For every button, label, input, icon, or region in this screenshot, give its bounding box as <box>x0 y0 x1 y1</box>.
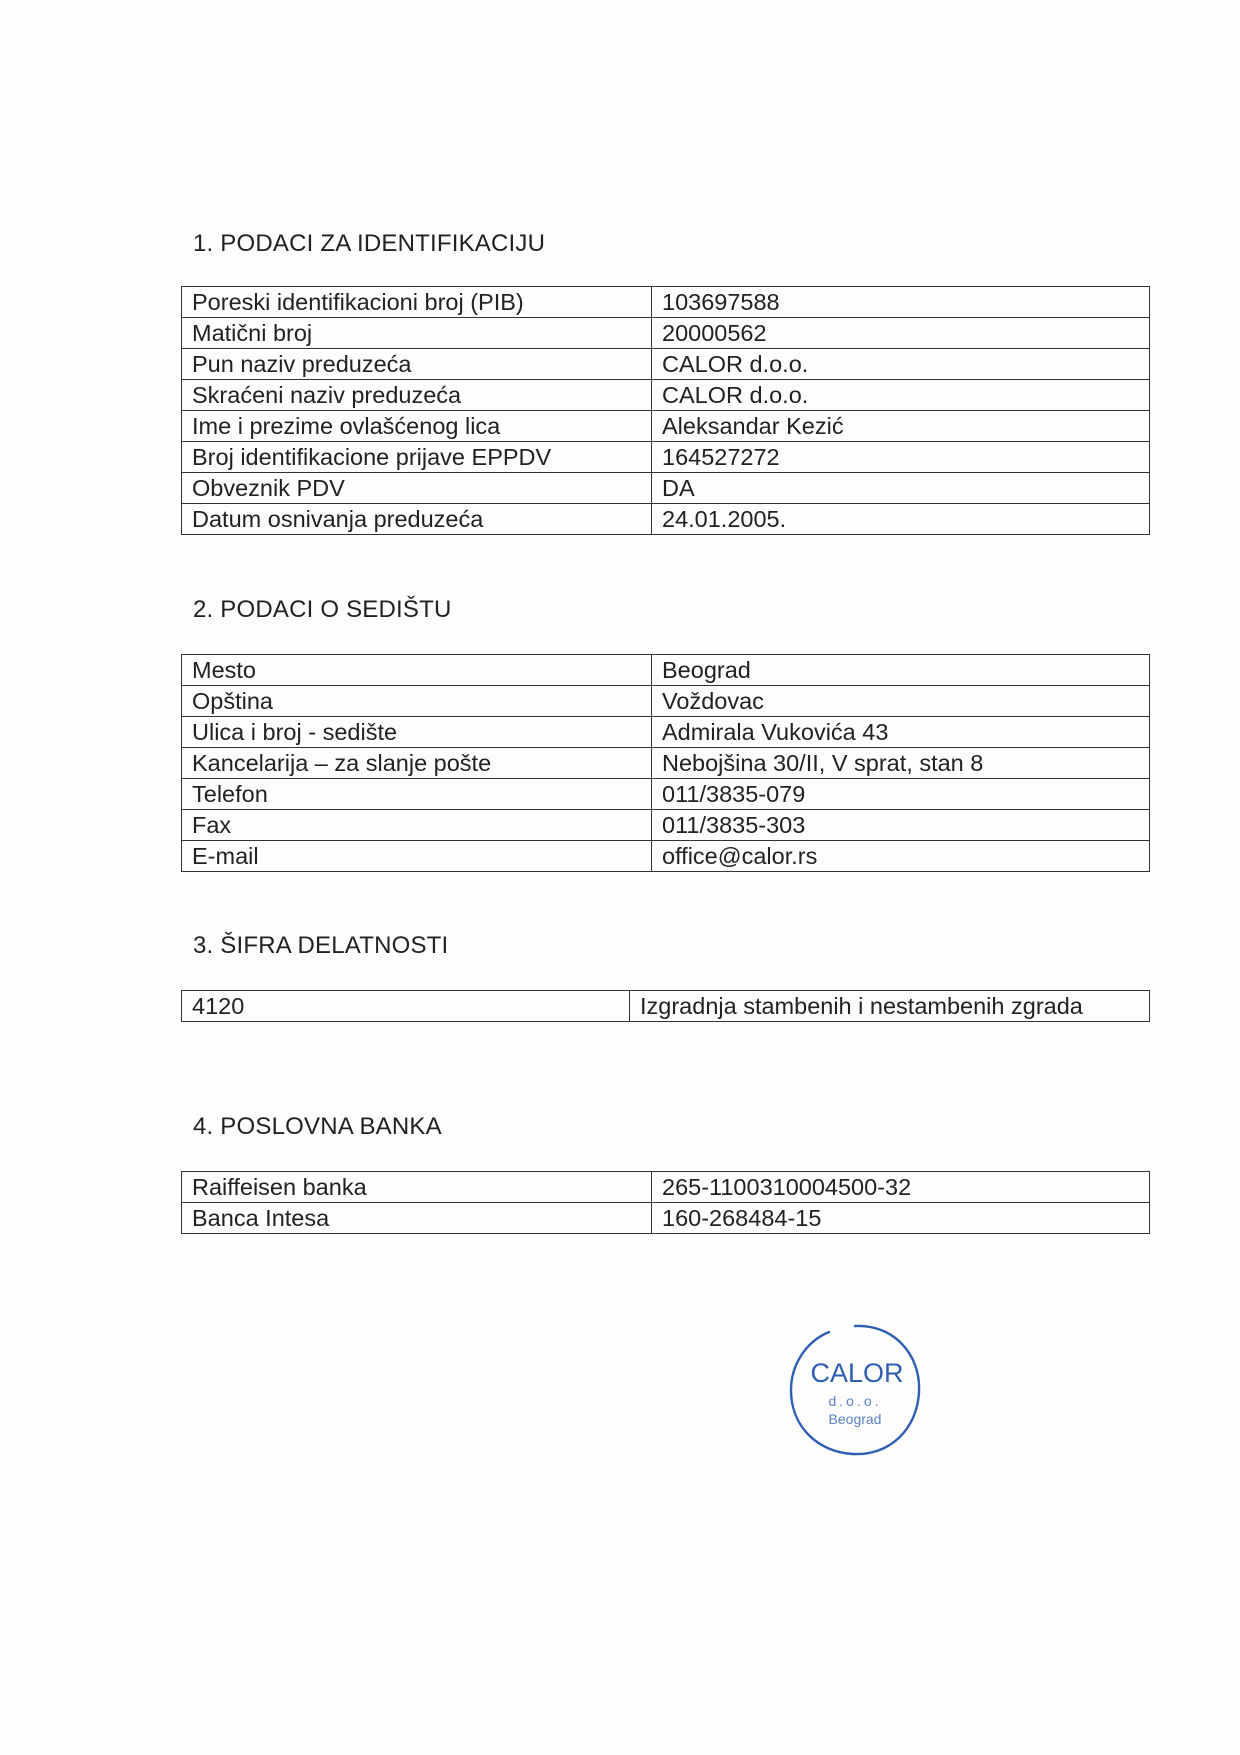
field-value: Aleksandar Kezić <box>652 411 1150 442</box>
field-label: Ulica i broj - sedište <box>182 717 652 748</box>
table-row <box>182 1172 1150 1203</box>
headquarters-table <box>181 654 1150 872</box>
field-label: Skraćeni naziv preduzeća <box>182 380 652 411</box>
field-value: CALOR d.o.o. <box>652 380 1150 411</box>
stamp-line2: d.o.o. <box>828 1393 882 1409</box>
table-row <box>182 442 1150 473</box>
field-value: 20000562 <box>652 318 1150 349</box>
field-value: 164527272 <box>652 442 1150 473</box>
field-value: office@calor.rs <box>652 841 1150 872</box>
field-value: DA <box>652 473 1150 504</box>
table-row <box>182 473 1150 504</box>
field-label: Banca Intesa <box>182 1203 652 1234</box>
table-row <box>182 841 1150 872</box>
section-title-activity-code: 3. ŠIFRA DELATNOSTI <box>193 932 449 959</box>
field-label: Matični broj <box>182 318 652 349</box>
identification-table <box>181 286 1150 535</box>
business-bank-table <box>181 1171 1150 1234</box>
field-label: Raiffeisen banka <box>182 1172 652 1203</box>
field-label: Pun naziv preduzeća <box>182 349 652 380</box>
field-label: Obveznik PDV <box>182 473 652 504</box>
field-value: 265-1100310004500-32 <box>652 1172 1150 1203</box>
field-value: Admirala Vukovića 43 <box>652 717 1150 748</box>
activity-code-table <box>181 990 1150 1022</box>
table-row <box>182 411 1150 442</box>
field-label: Kancelarija – za slanje pošte <box>182 748 652 779</box>
field-label: Fax <box>182 810 652 841</box>
section-title-identification: 1. PODACI ZA IDENTIFIKACIJU <box>193 230 546 257</box>
field-value: 160-268484-15 <box>652 1203 1150 1234</box>
table-row <box>182 318 1150 349</box>
company-stamp <box>785 1320 925 1460</box>
table-row <box>182 655 1150 686</box>
stamp-line3: Beograd <box>828 1411 882 1427</box>
stamp-name: CALOR <box>810 1358 904 1388</box>
table-row <box>182 380 1150 411</box>
field-value: 011/3835-079 <box>652 779 1150 810</box>
table-row <box>182 349 1150 380</box>
field-label: Ime i prezime ovlašćenog lica <box>182 411 652 442</box>
field-label: Mesto <box>182 655 652 686</box>
table-row <box>182 779 1150 810</box>
field-value: Voždovac <box>652 686 1150 717</box>
section-title-headquarters: 2. PODACI O SEDIŠTU <box>193 596 452 623</box>
table-row <box>182 810 1150 841</box>
table-row <box>182 991 1150 1022</box>
field-label: Telefon <box>182 779 652 810</box>
field-label: Poreski identifikacioni broj (PIB) <box>182 287 652 318</box>
field-value: CALOR d.o.o. <box>652 349 1150 380</box>
field-value: 103697588 <box>652 287 1150 318</box>
field-value: Izgradnja stambenih i nestambenih zgrada <box>630 991 1150 1022</box>
stamp-seal-icon <box>785 1320 925 1460</box>
field-label: 4120 <box>182 991 630 1022</box>
table-row <box>182 717 1150 748</box>
field-label: Datum osnivanja preduzeća <box>182 504 652 535</box>
field-label: Opština <box>182 686 652 717</box>
field-value: Nebojšina 30/II, V sprat, stan 8 <box>652 748 1150 779</box>
field-value: 24.01.2005. <box>652 504 1150 535</box>
field-label: Broj identifikacione prijave EPPDV <box>182 442 652 473</box>
field-value: Beograd <box>652 655 1150 686</box>
field-label: E-mail <box>182 841 652 872</box>
field-value: 011/3835-303 <box>652 810 1150 841</box>
table-row <box>182 686 1150 717</box>
table-row <box>182 1203 1150 1234</box>
table-row <box>182 287 1150 318</box>
table-row <box>182 748 1150 779</box>
table-row <box>182 504 1150 535</box>
section-title-business-bank: 4. POSLOVNA BANKA <box>193 1113 442 1140</box>
